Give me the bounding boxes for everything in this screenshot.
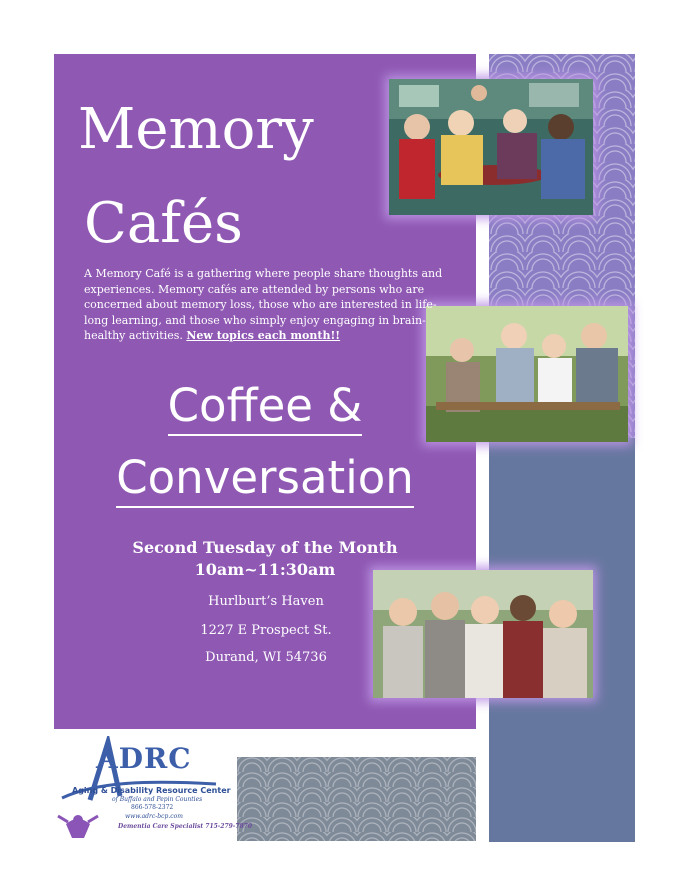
schedule-day: Second Tuesday of the Month [132,538,398,557]
photo-seniors-at-cafe-table [389,79,593,215]
venue-name: Hurlburt’s Haven [208,594,324,609]
subtitle-coffee-text: Coffee & [168,379,363,436]
city-address: Durand, WI 54736 [205,650,327,665]
title-cafes: Cafés [84,191,243,256]
subtitle-coffee [54,380,476,432]
photo-seniors-group-embrace [373,570,593,698]
gray-scallop-pattern [237,757,476,841]
title-memory: Memory [78,97,314,162]
adrc-phone: 866-578-2372 [131,804,174,811]
adrc-counties: of Buffalo and Pepin Counties [112,796,203,803]
subtitle-conversation-text: Conversation [116,451,414,508]
description-text: A Memory Café is a gathering where people share thoughts and experiences. Memory cafés are attended by persons who are concerned about memory loss, those who are interested in life-long learning, and those who simply enjoy engaging in brain-healthy activities. [84,267,443,342]
description-paragraph [84,266,459,344]
subtitle-conversation [54,452,476,504]
adrc-wordmark: ADRC [96,742,192,775]
schedule-time: 10am~11:30am [194,560,336,579]
adrc-full-name: Aging & Disability Resource Center [72,786,231,795]
new-topics-emphasis: New topics each month!! [186,329,341,342]
dementia-care-specialist: Dementia Care Specialist 715-279-7870 [118,823,252,830]
adrc-website: www.adrc-bcp.com [125,813,183,820]
street-address: 1227 E Prospect St. [200,623,332,638]
